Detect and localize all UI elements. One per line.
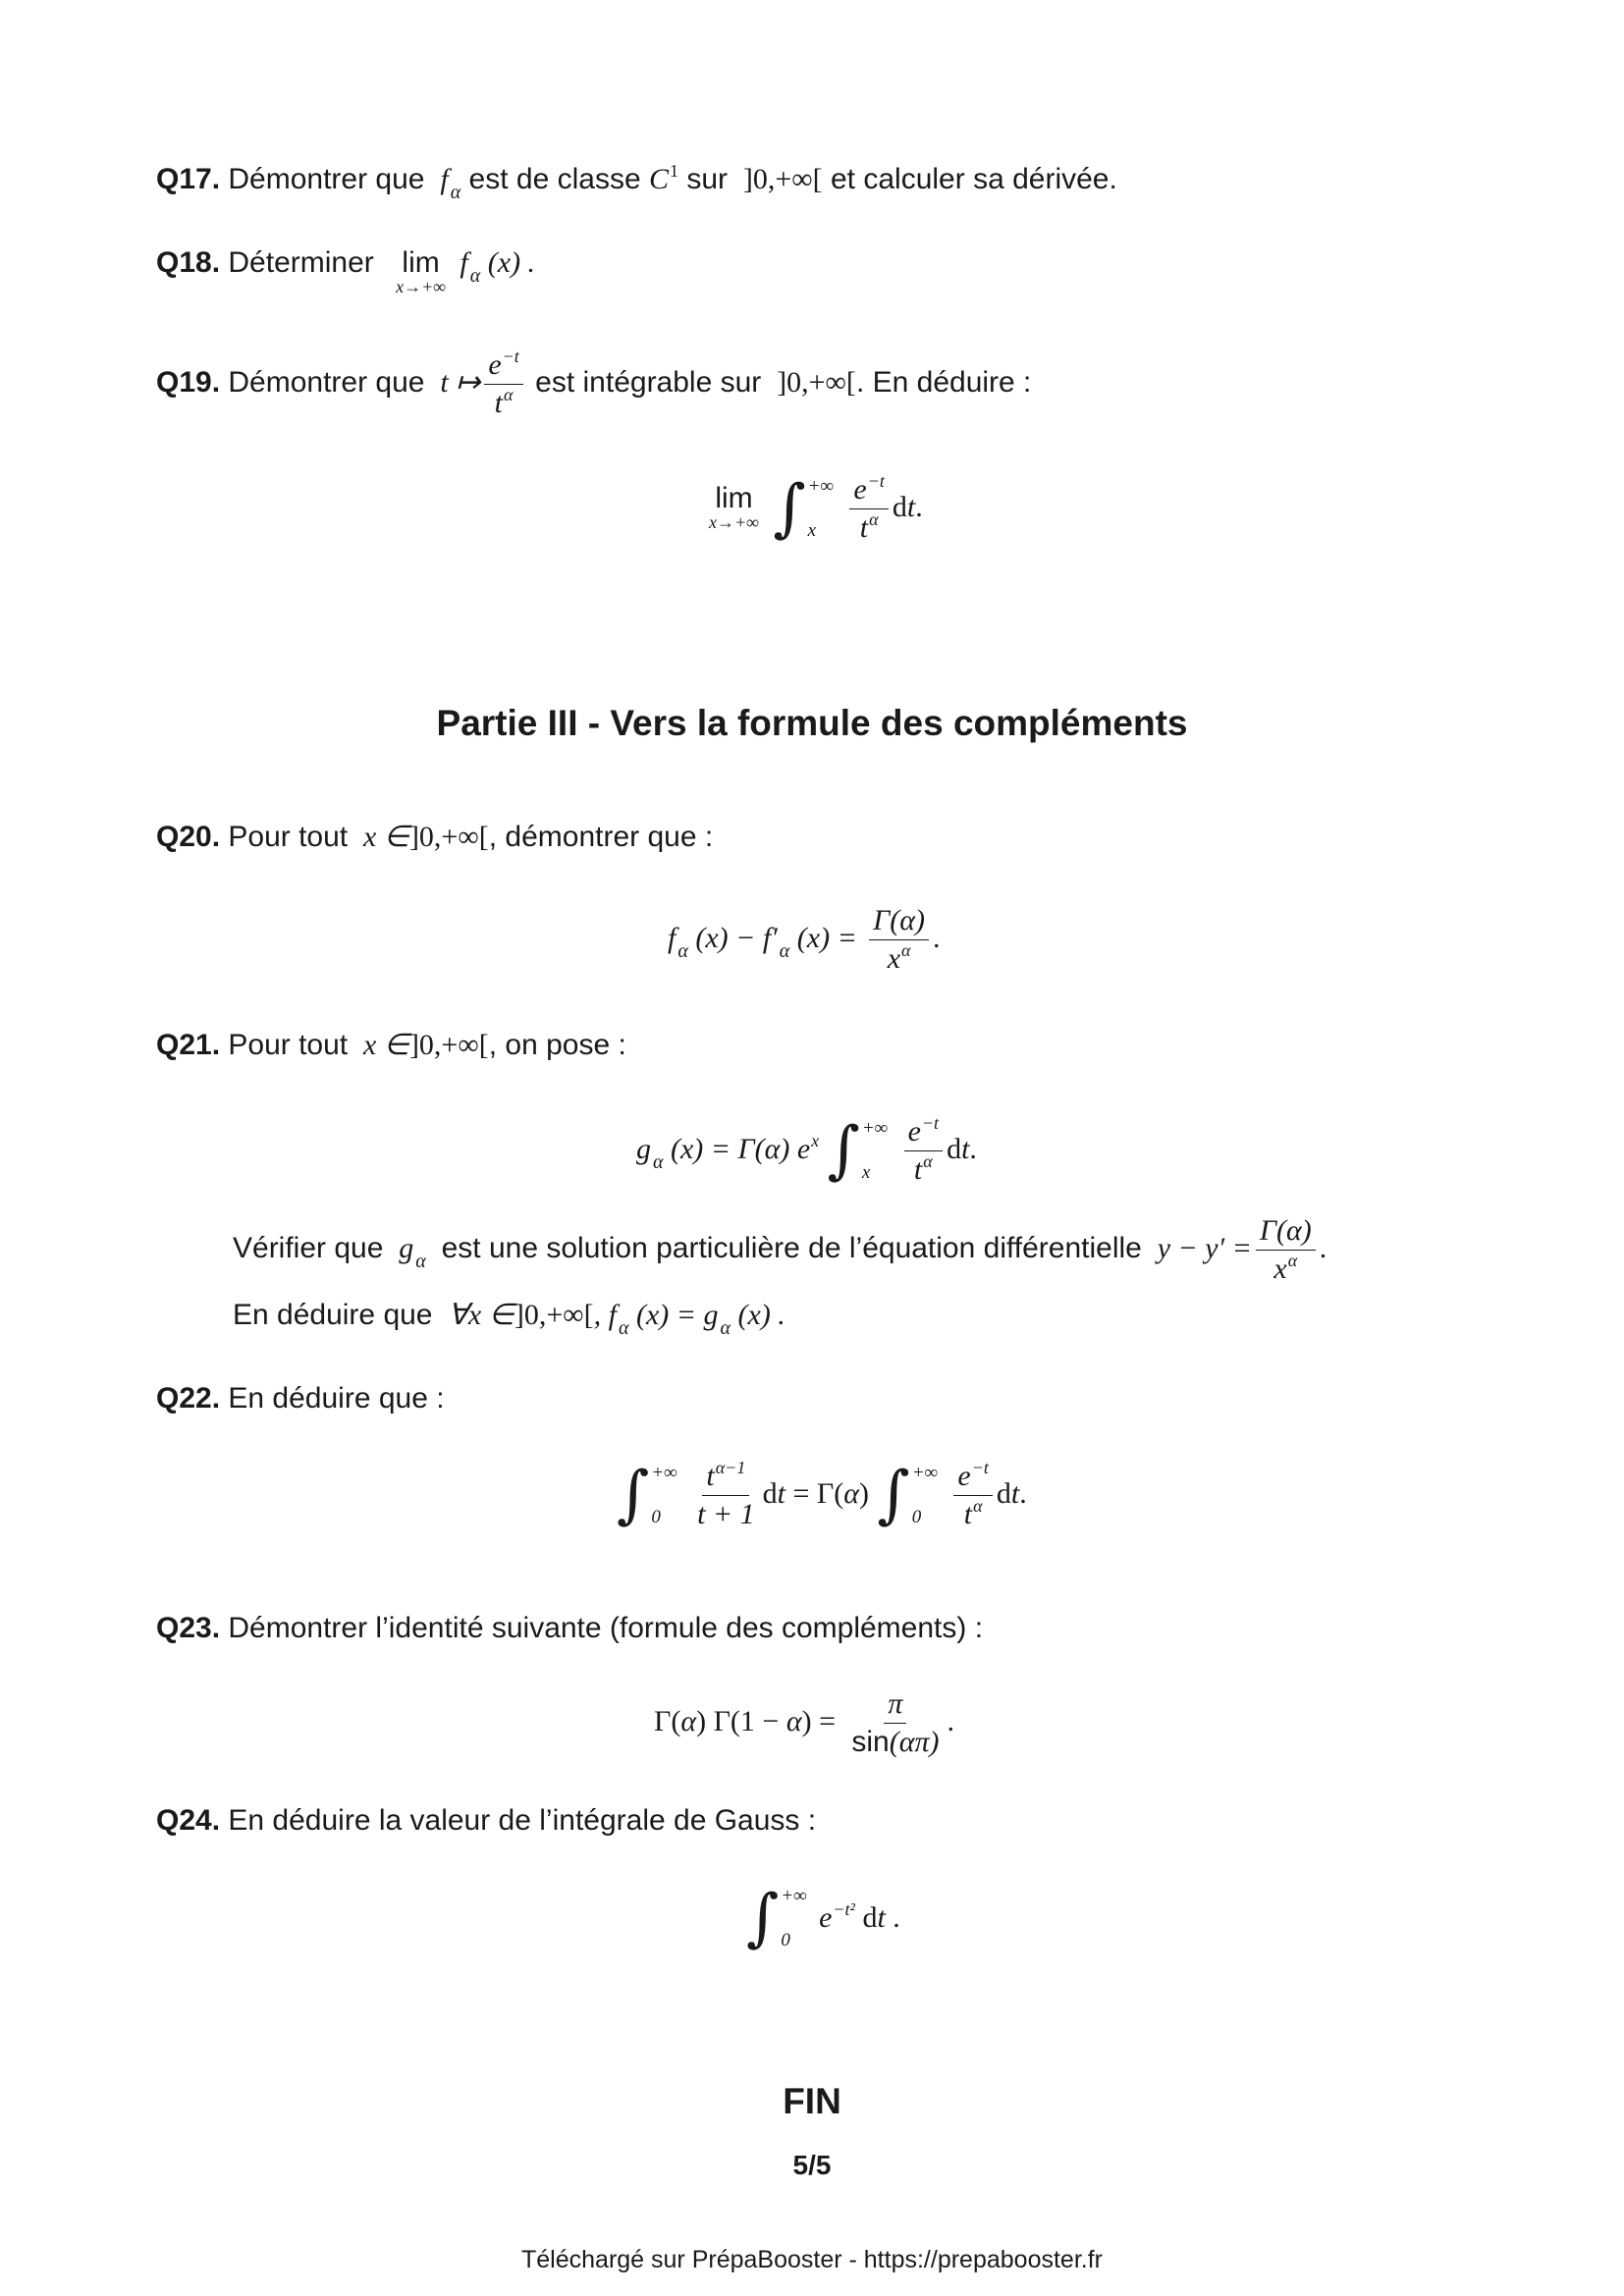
- q19-label: Q19.: [156, 365, 221, 399]
- q19-text-mid: est intégrable sur: [535, 365, 762, 399]
- q21-integral: ∫ +∞ x: [827, 1114, 889, 1187]
- q21-ode: y − y′ =: [1150, 1231, 1252, 1264]
- q17-label: Q17.: [156, 163, 221, 195]
- q21-deduce: En déduire que ∀x ∈]0,+∞[, f $_\alpha$ (x) = g $_\alpha$ (x) .: [233, 1299, 785, 1339]
- q21-formula: g $_\alpha$ (x) = Γ(α) $e^x$ ∫ +∞ x $\frac{e^{-t}}{t^\alpha}$ dt.: [636, 1113, 977, 1187]
- q24-formula: ∫ +∞ 0 $e^{-t^2}$ dt .: [746, 1882, 900, 1954]
- q23-line: [156, 1614, 983, 1643]
- q22-line: [156, 1384, 445, 1414]
- q20-formula: f $_\alpha$ (x) − f′ $_\alpha$ (x) = $\frac{\Gamma(\alpha)}{x^\alpha}$ .: [668, 904, 941, 975]
- q21-label: Q21.: [156, 1029, 221, 1061]
- q21-verify-pre: Vérifier que: [233, 1231, 384, 1264]
- q23-label: Q23.: [156, 1612, 221, 1644]
- q20-label: Q20.: [156, 821, 221, 853]
- q24-text: En déduire la valeur de l’intégrale de Gauss :: [228, 1804, 817, 1837]
- q20-line: Q20. Pour tout x ∈]0,+∞[, démontrer que :: [156, 821, 714, 853]
- q19-limit: lim x→+∞: [709, 482, 759, 533]
- q18-text-pre: Déterminer: [228, 246, 374, 279]
- q17-line: [156, 161, 1117, 203]
- q22-label: Q22.: [156, 1382, 221, 1415]
- q19-interval: ]0,+∞[: [769, 365, 856, 399]
- q21-deduce-pre: En déduire que: [233, 1299, 433, 1331]
- q19-formula: lim x→+∞ ∫ +∞ x $\frac{e^{-t}}{t^\alpha}$ dt.: [709, 471, 923, 545]
- q18-f-alpha-x: f $_\alpha$ (x) .: [460, 246, 536, 287]
- q22-formula: ∫ +∞ 0 $\frac{t^{\alpha-1}}{t + 1}$ dt = Γ(α) ∫ +∞ 0 $\frac{e^{-t}}{t^\alpha}$ dt.: [617, 1458, 1027, 1531]
- q23-formula: Γ(α) Γ(1 − α) = $\frac{\pi}{\sin(\alpha\pi)}$ .: [654, 1687, 954, 1758]
- q20-text-post: , démontrer que :: [488, 821, 714, 853]
- q17-interval: ]0,+∞[: [735, 163, 823, 195]
- q21-verify-mid: est une solution particulière de l’équation différentielle: [441, 1231, 1142, 1264]
- q18-line: [156, 248, 535, 297]
- q18-limit: lim x→+∞: [396, 246, 447, 296]
- q21-verify: Vérifier que g $_\alpha$ est une solution particulière de l’équation différentielle y − y′ = $\frac{\Gamma(\alpha)}{x^\alpha}$ .: [233, 1214, 1327, 1285]
- q17-text-pre: Démontrer que: [228, 163, 425, 195]
- fin-label: FIN: [783, 2081, 841, 2121]
- q17-text-mid: est de classe: [468, 163, 641, 195]
- q21-x-in: x ∈: [355, 1029, 409, 1061]
- q24-label: Q24.: [156, 1804, 221, 1837]
- q19-text-post: . En déduire :: [855, 365, 1032, 399]
- q17-text-sur: sur: [686, 163, 729, 195]
- q21-text-post: , on pose :: [488, 1029, 626, 1061]
- q19-line: [156, 349, 1031, 418]
- q17-f-alpha: f $_\alpha$: [432, 163, 461, 203]
- q21-text-pre: Pour tout: [228, 1029, 349, 1061]
- q17-c1: $C^1$: [648, 161, 678, 195]
- q20-text-pre: Pour tout: [228, 821, 349, 853]
- q19-fraction: $\frac{e^{-t}}{t^\alpha}$: [484, 349, 522, 418]
- footer-download-text: Téléchargé sur PrépaBooster - https://prepabooster.fr: [521, 2246, 1103, 2273]
- q19-integral: ∫ +∞ x: [773, 472, 835, 545]
- q21-line: Q21. Pour tout x ∈]0,+∞[, on pose :: [156, 1029, 626, 1061]
- q17-text-post: et calculer sa dérivée.: [831, 163, 1117, 195]
- part3-title: Partie III - Vers la formule des compléments: [436, 703, 1188, 743]
- q19-text-pre: Démontrer que: [228, 365, 425, 399]
- q20-x-in: x ∈: [355, 821, 409, 853]
- q23-text: Démontrer l’identité suivante (formule des compléments) :: [228, 1612, 984, 1644]
- q24-line: [156, 1806, 816, 1836]
- q18-label: Q18.: [156, 246, 221, 279]
- page-number: 5/5: [792, 2150, 832, 2180]
- q22-text: En déduire que :: [228, 1382, 445, 1415]
- q19-map: t ↦: [432, 365, 481, 399]
